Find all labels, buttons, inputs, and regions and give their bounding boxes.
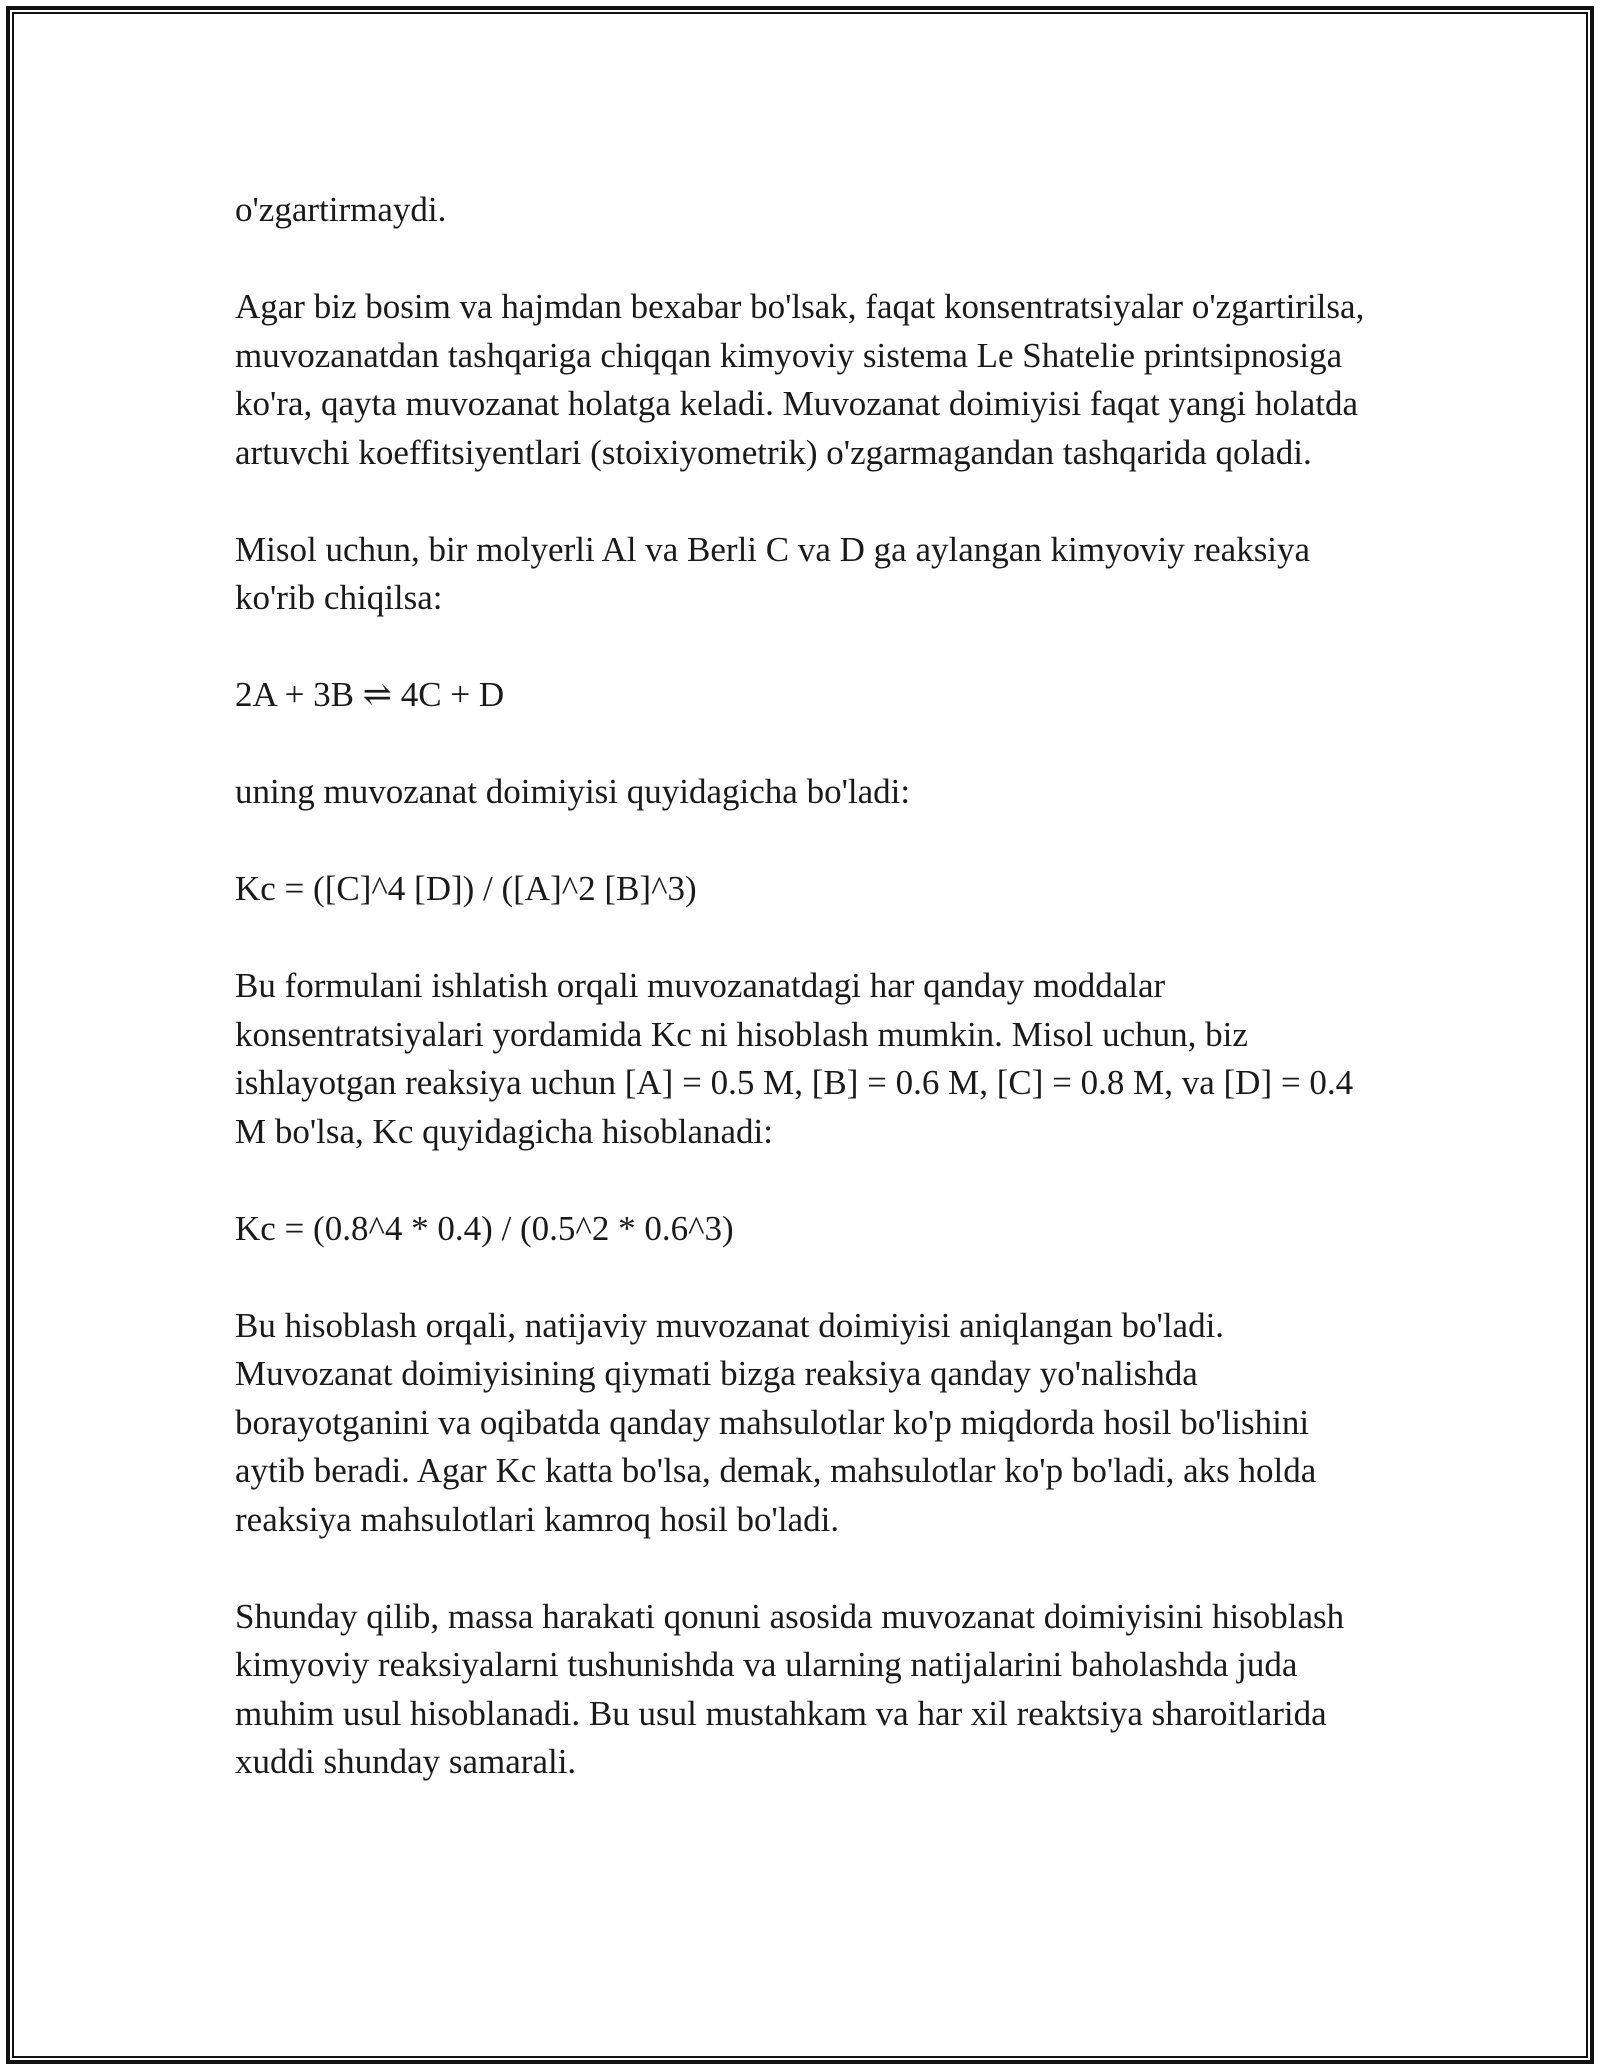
document-body bbox=[235, 186, 1375, 1835]
kc-numeric-formula: Kc = (0.8^4 * 0.4) / (0.5^2 * 0.6^3) bbox=[235, 1208, 734, 1248]
paragraph-interpretation: Bu hisoblash orqali, natijaviy muvozanat doimiyisi aniqlangan bo'ladi. Muvozanat doimiyisining qiymati bizga reaksiya qanday yo'nalishda borayotganini va oqibatda qanday mahsulotlar ko'p miqdorda hosil bo'lishini aytib beradi. Agar Kc katta bo'lsa, demak, mahsulotlar ko'p bo'ladi, aks holda reaksiya mahsulotlari kamroq hosil bo'ladi. bbox=[235, 1305, 1317, 1539]
paragraph-continuation: o'zgartirmaydi. bbox=[235, 190, 447, 229]
paragraph-calculation-intro: Bu formulani ishlatish orqali muvozanatdagi har qanday moddalar konsentratsiyalari yordamida Kc ni hisoblash mumkin. Misol uchun, biz ishlayotgan reaksiya uchun [A] = 0.5 M, [B] = 0.6 M, [C] = 0.8 M, va [D] = 0.4 M bo'lsa, Kc quyidagicha hisoblanadi: bbox=[235, 966, 1354, 1151]
reaction-equation: 2A + 3B ⇌ 4C + D bbox=[235, 675, 505, 714]
paragraph-example-intro: Misol uchun, bir molyerli Al va Berli C va D ga aylangan kimyoviy reaksiya ko'rib chiqilsa: bbox=[235, 529, 1311, 617]
kc-formula: Kc = ([C]^4 [D]) / ([A]^2 [B]^3) bbox=[235, 869, 697, 908]
paragraph-conclusion: Shunday qilib, massa harakati qonuni asosida muvozanat doimiyisini hisoblash kimyoviy reaksiyalarni tushunishda va ularning natijalarini baholashda juda muhim usul hisoblanadi. Bu usul mustahkam va har xil reaktsiya sharoitlarida xuddi shunday samarali. bbox=[235, 1596, 1345, 1781]
paragraph-constant-intro: uning muvozanat doimiyisi quyidagicha bo'ladi: bbox=[235, 772, 911, 811]
paragraph-le-chatelier: Agar biz bosim va hajmdan bexabar bo'lsak, faqat konsentratsiyalar o'zgartirilsa, muvozanatdan tashqariga chiqqan kimyoviy sistema Le Shatelie printsipnosiga ko'ra, qayta muvozanat holatga keladi. Muvozanat doimiyisi faqat yangi holatda artuvchi koeffitsiyentlari (stoixiyometrik) o'zgarmagandan tashqarida qoladi. bbox=[235, 287, 1365, 472]
